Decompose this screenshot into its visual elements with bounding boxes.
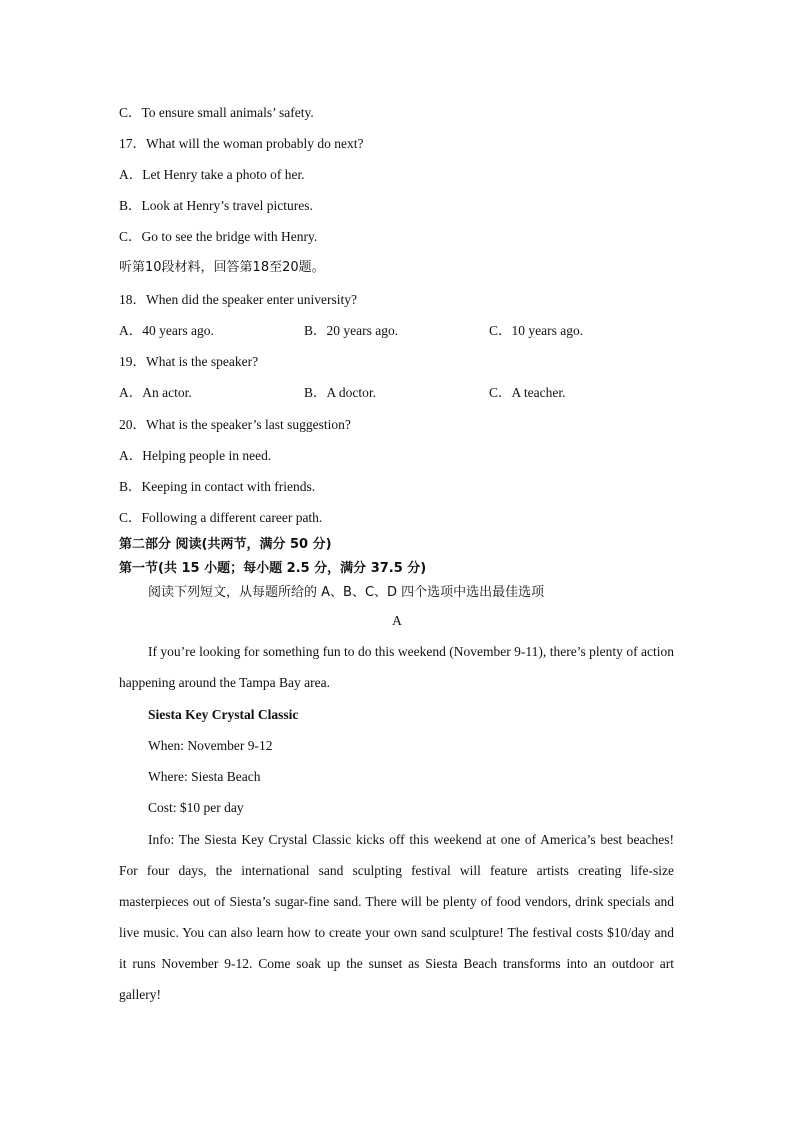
q18-question: 18．When did the speaker enter university? (119, 292, 358, 307)
q20-option-b: B．Keeping in contact with friends. (119, 479, 316, 494)
q20-option-c: C．Following a different career path. (119, 510, 323, 525)
q17-option-c: C．Go to see the bridge with Henry. (119, 229, 318, 244)
event-where: Where: Siesta Beach (148, 769, 261, 784)
passage-intro: If you’re looking for something fun to do this weekend (November 9-11), there’s plenty of action happening around the Tampa Bay area. (119, 644, 674, 690)
q18-option-c: C．10 years ago. (489, 323, 584, 338)
q17-option-a: A．Let Henry take a photo of her. (119, 167, 305, 182)
q18-option-a: A．40 years ago. (119, 323, 214, 338)
section-10-intro: 听第10段材料，回答第18至20题。 (119, 260, 325, 275)
part2-section1: 第一节(共 15 小题；每小题 2.5 分，满分 37.5 分) (119, 561, 427, 576)
part2-instruction: 阅读下列短文，从每题所给的 A、B、C、D 四个选项中选出最佳选项 (148, 585, 545, 600)
event-title: Siesta Key Crystal Classic (148, 707, 299, 722)
q19-option-c: C．A teacher. (489, 385, 566, 400)
q17-question: 17．What will the woman probably do next? (119, 136, 364, 151)
q16-option-c: C．To ensure small animals’ safety. (119, 105, 314, 120)
q19-option-b: B．A doctor. (304, 385, 377, 400)
q20-option-a: A．Helping people in need. (119, 448, 272, 463)
q17-option-b: B．Look at Henry’s travel pictures. (119, 198, 313, 213)
q18-option-b: B．20 years ago. (304, 323, 399, 338)
part2-title: 第二部分 阅读(共两节，满分 50 分) (119, 537, 332, 552)
event-when: When: November 9-12 (148, 738, 273, 753)
event-cost: Cost: $10 per day (148, 800, 244, 815)
q19-question: 19．What is the speaker? (119, 354, 259, 369)
q20-question: 20．What is the speaker’s last suggestion? (119, 417, 351, 432)
passage-label: A (392, 613, 402, 628)
q19-option-a: A．An actor. (119, 385, 192, 400)
event-info: Info: The Siesta Key Crystal Classic kicks off this weekend at one of America’s best beaches! For four days, the international sand sculpting festival will feature artists creating life-size masterpieces out of Siesta’s sugar-fine sand. There will be plenty of food vendors, drink specials and live music. You can also learn how to create your own sand sculpture! The festival costs $10/day and it runs November 9-12. Come soak up the sunset as Siesta Beach transforms into an outdoor art gallery! (119, 832, 674, 1002)
